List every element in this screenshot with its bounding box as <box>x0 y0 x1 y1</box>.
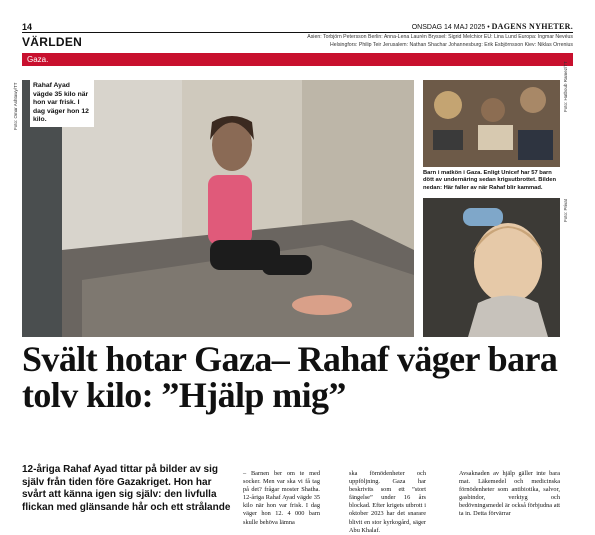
page-number: 14 <box>22 22 33 32</box>
headline: Svält hotar Gaza– Rahaf väger bara tolv kilo: ”Hjälp mig” <box>22 339 558 415</box>
body-column-2: ska förnödenheter och uppföljning. Gaza har beskrivits som ett ”stort fängelse” under 16 års blockad. Efter krigets utbrott i oktober 2023 har det snarare blivit en stor kyrkogård, säger Abu Khalaf. <box>349 470 426 534</box>
bureau-line-2: Helsingfors: Philip Teir Jerusalem: Nathan Shachar Johannesburg: Erik Esbjörnsson Kiev: Niklas Orrenius <box>330 41 573 48</box>
bureau-line-1: Asien: Torbjörn Petersson Berlin: Anna-Lena Laurén Bryssel: Sigrid Melchior EU: Lina Lund Europa: Ingmar Nevéus <box>307 34 573 40</box>
masthead-logo: DAGENS NYHETER. <box>491 22 573 31</box>
food-queue-photo <box>423 80 560 167</box>
main-photo-caption: Rahaf Ayad vägde 35 kilo när hon var frisk. I dag väger hon 12 kilo. <box>30 80 94 127</box>
food-photo-credit: Foto: Hatboub Ramez/TT <box>563 61 568 112</box>
article-ingress: 12-åriga Rahaf Ayad tittar på bilder av sig själv från tiden före Gazakriget. Hon har svårt att känna igen sig själv: den livfulla flickan med glänsande hår och ett strålande <box>22 464 231 513</box>
bureau-list <box>200 34 573 49</box>
main-photo-credit: Foto: Omar Ashtawy/TT <box>13 82 18 130</box>
bottom-photo-credit: Foto: Privat <box>563 198 568 222</box>
issue-date: ONSDAG 14 MAJ 2025 <box>411 24 486 31</box>
body-column-1: – Barnen ber om te med socker. Men var ska vi få tag på det? frågar moster Shatha. 12-åriga Rahaf Ayad vägde 35 kilo när hon var frisk. I dag väger hon 12. 4 000 barn skulle behöva lämna <box>243 470 320 526</box>
body-column-3: Avsaknaden av hjälp gäller inte bara mat. Läkemedel och medicinska förnödenheter som antibiotika, salvor, gasbindor, verktyg och bedövningsmedel är också förbjudna att ta in. Detta förvärrar <box>459 470 560 518</box>
side-photo-caption: Barn i matkön i Gaza. Enligt Unicef har 57 barn dött av undernäring sedan krigsutbrottet. Bilden nedan: Här faller av när Rahaf blir kammad. <box>423 170 557 191</box>
dateline: ONSDAG 14 MAJ 2025 • DAGENS NYHETER. <box>411 22 573 31</box>
hair-photo <box>423 198 560 337</box>
topic-bar: Gaza. <box>22 53 573 66</box>
section-title: VÄRLDEN <box>22 35 83 49</box>
top-rule <box>22 32 573 33</box>
